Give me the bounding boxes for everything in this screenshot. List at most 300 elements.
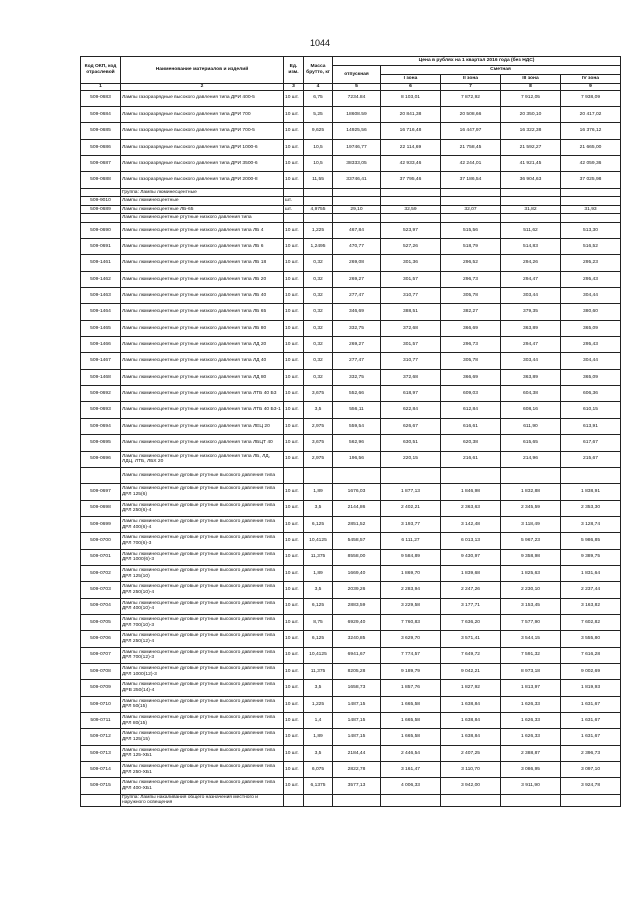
cell-code: 509-0689 xyxy=(81,205,121,214)
cell-zone2-price: 7 636,20 xyxy=(441,614,501,630)
cell-mass: 0,32 xyxy=(304,353,333,369)
cell-code: 509-0699 xyxy=(81,516,121,532)
cell-name: Лампы люминесцентные ЛБ-65 xyxy=(121,205,284,214)
cell-mass: 1,89 xyxy=(304,484,333,500)
cell-name: Лампы люминесцентные ртутные низкого давления типа ЛТБ 40 Б3 xyxy=(121,386,284,402)
cell-zone2-price: 1 846,98 xyxy=(441,484,501,500)
cell-code: 509-0685 xyxy=(81,123,121,139)
cell-mass: 6,1375 xyxy=(304,778,333,794)
table-body xyxy=(81,90,621,806)
table-row xyxy=(81,680,621,696)
cell-zone1-price: 372,68 xyxy=(381,320,441,336)
cell-zone2-price: 2 407,25 xyxy=(441,745,501,761)
cell-zone1-price: 8 103,01 xyxy=(381,90,441,106)
cell-zone1-price: 1 857,76 xyxy=(381,680,441,696)
table-row xyxy=(81,565,621,581)
column-numbers-row xyxy=(81,84,621,91)
cell-release-price: 196,56 xyxy=(333,451,381,467)
cell-zone3-price: 294,47 xyxy=(501,337,561,353)
header-zone1: I зона xyxy=(381,75,441,84)
cell-release-price: 18608.59 xyxy=(333,106,381,122)
table-row xyxy=(81,631,621,647)
cell-name: Лампы люминесцентные дуговые ртутные высокого давления типа ДРЛ 400-ХБ1 xyxy=(121,778,284,794)
cell-zone2-price: 1 827,92 xyxy=(441,680,501,696)
table-row xyxy=(81,435,621,451)
cell-name: Лампы газоразрядные высокого давления типа ДРИ 1000-6 xyxy=(121,139,284,155)
cell-zone2-price: 616,61 xyxy=(441,418,501,434)
table-row xyxy=(81,729,621,745)
cell-zone3-price: 3 153,45 xyxy=(501,598,561,614)
cell-code: 509-0715 xyxy=(81,778,121,794)
cell-zone1-price: 3 193,77 xyxy=(381,516,441,532)
cell-name: Лампы люминесцентные дуговые ртутные высокого давления типа ДРЛ 700(12)-3 xyxy=(121,647,284,663)
table-row xyxy=(81,369,621,385)
cell-release-price: 1669,40 xyxy=(333,565,381,581)
cell-release-price: 552,66 xyxy=(333,386,381,402)
cell-zone3-price: 7 591,32 xyxy=(501,647,561,663)
cell-zone1-price: 1 665,58 xyxy=(381,696,441,712)
cell-zone4-price: 1 631,67 xyxy=(561,713,621,729)
cell-name: Группа: Лампы накаливания общего назначения местного и наружного освещения xyxy=(121,794,284,806)
table-row xyxy=(81,500,621,516)
cell-name: Лампы газоразрядные высокого давления типа ДРИ 3500-6 xyxy=(121,156,284,172)
cell-name: Лампы люминесцентные ртутные низкого давления типа ЛБ 80 xyxy=(121,320,284,336)
cell-name: Лампы люминесцентные дуговые ртутные высокого давления типа ДРЛ 400(6)-4 xyxy=(121,516,284,532)
cell-zone3-price xyxy=(501,214,561,223)
cell-zone2-price: 9 430,97 xyxy=(441,549,501,565)
cell-code: 509-1468 xyxy=(81,369,121,385)
cell-unit: 10 шт. xyxy=(284,598,304,614)
cell-mass: 2,975 xyxy=(304,418,333,434)
cell-zone4-price: 513,30 xyxy=(561,222,621,238)
cell-mass: 0,32 xyxy=(304,320,333,336)
cell-name: Лампы люминесцентные дуговые ртутные высокого давления типа ДРЛ 250(12)-4 xyxy=(121,631,284,647)
cell-release-price: 1487,15 xyxy=(333,713,381,729)
cell-zone4-price: 31,93 xyxy=(561,205,621,214)
cell-zone1-price: 42 933,46 xyxy=(381,156,441,172)
cell-unit xyxy=(284,188,304,197)
cell-unit: 10 шт. xyxy=(284,762,304,778)
cell-zone1-price: 1 665,58 xyxy=(381,713,441,729)
cell-unit xyxy=(284,214,304,223)
cell-zone4-price: 7 616,28 xyxy=(561,647,621,663)
cell-zone3-price: 379,35 xyxy=(501,304,561,320)
cell-code: 509-1461 xyxy=(81,255,121,271)
cell-unit: 10 шт. xyxy=(284,745,304,761)
cell-unit: 10 шт. xyxy=(284,696,304,712)
cell-zone4-price: 5 986,85 xyxy=(561,533,621,549)
cell-code: 509-0708 xyxy=(81,663,121,679)
cell-code: 509-0709 xyxy=(81,680,121,696)
table-row xyxy=(81,271,621,287)
cell-zone3-price: 2 388,87 xyxy=(501,745,561,761)
cell-zone3-price: 1 626,33 xyxy=(501,729,561,745)
table-row xyxy=(81,614,621,630)
cell-release-price: 1658,73 xyxy=(333,680,381,696)
cell-zone1-price: 37 795,46 xyxy=(381,172,441,188)
cell-zone4-price: 295,43 xyxy=(561,337,621,353)
cell-zone3-price: 2 230,10 xyxy=(501,582,561,598)
cell-code: 509-0693 xyxy=(81,402,121,418)
table-row xyxy=(81,484,621,500)
cell-name: Лампы люминесцентные дуговые ртутные высокого давления типа ДРЛ 1000(12)-3 xyxy=(121,663,284,679)
cell-name: Лампы люминесцентные ртутные низкого давления типа ЛБ 40 xyxy=(121,288,284,304)
table-row xyxy=(81,533,621,549)
cell-release-price: 8558,00 xyxy=(333,549,381,565)
cell-unit: 10 шт. xyxy=(284,123,304,139)
cell-zone2-price: 1 638,84 xyxy=(441,713,501,729)
cell-zone2-price: 20 508,66 xyxy=(441,106,501,122)
cell-zone2-price: 42 244,01 xyxy=(441,156,501,172)
cell-release-price xyxy=(333,197,381,206)
cell-code: 509-1464 xyxy=(81,304,121,320)
cell-release-price: 38333,05 xyxy=(333,156,381,172)
cell-mass: 10,5 xyxy=(304,139,333,155)
cell-zone3-price: 3 118,49 xyxy=(501,516,561,532)
cell-name: Лампы люминесцентные ртутные низкого давления типа ЛБ 20 xyxy=(121,271,284,287)
cell-zone4-price: 215,67 xyxy=(561,451,621,467)
cell-zone1-price: 2 283,94 xyxy=(381,582,441,598)
cell-code: 509-1467 xyxy=(81,353,121,369)
cell-zone2-price: 32,07 xyxy=(441,205,501,214)
cell-mass: 5,25 xyxy=(304,106,333,122)
col-number: 8 xyxy=(501,84,561,91)
cell-zone3-price: 7 577,90 xyxy=(501,614,561,630)
cell-mass: 8,75 xyxy=(304,614,333,630)
cell-unit: 10 шт. xyxy=(284,631,304,647)
cell-zone4-price: 1 831,64 xyxy=(561,565,621,581)
cell-unit: 10 шт. xyxy=(284,451,304,467)
cell-code: 509-0683 xyxy=(81,90,121,106)
cell-unit xyxy=(284,794,304,806)
cell-release-price xyxy=(333,794,381,806)
cell-zone1-price: 2 446,54 xyxy=(381,745,441,761)
cell-zone2-price: 6 013,13 xyxy=(441,533,501,549)
cell-mass: 9,625 xyxy=(304,123,333,139)
cell-name: Лампы люминесцентные ртутные низкого давления типа ЛБЦТ 40 xyxy=(121,435,284,451)
cell-zone2-price xyxy=(441,467,501,483)
table-row xyxy=(81,139,621,155)
table-row xyxy=(81,745,621,761)
cell-zone2-price: 7 649,72 xyxy=(441,647,501,663)
table-row xyxy=(81,647,621,663)
cell-unit: 10 шт. xyxy=(284,663,304,679)
cell-mass: 0,32 xyxy=(304,271,333,287)
cell-zone4-price xyxy=(561,197,621,206)
cell-release-price: 5458,57 xyxy=(333,533,381,549)
cell-mass: 1,4 xyxy=(304,713,333,729)
cell-mass: 3,5 xyxy=(304,745,333,761)
cell-mass: 2,975 xyxy=(304,451,333,467)
cell-zone3-price: 1 825,63 xyxy=(501,565,561,581)
col-number: 9 xyxy=(561,84,621,91)
cell-zone2-price: 515,56 xyxy=(441,222,501,238)
cell-release-price: 2144,86 xyxy=(333,500,381,516)
cell-release-price: 556,11 xyxy=(333,402,381,418)
cell-unit: 10 шт. xyxy=(284,516,304,532)
cell-unit: 10 шт. xyxy=(284,386,304,402)
header-zone2: II зона xyxy=(441,75,501,84)
cell-unit: 10 шт. xyxy=(284,435,304,451)
cell-mass: 1,89 xyxy=(304,729,333,745)
cell-zone3-price: 1 626,33 xyxy=(501,696,561,712)
table-row xyxy=(81,762,621,778)
cell-zone3-price: 615,65 xyxy=(501,435,561,451)
cell-release-price: 7234.84 xyxy=(333,90,381,106)
cell-code: 509-0687 xyxy=(81,156,121,172)
cell-unit: шт. xyxy=(284,197,304,206)
cell-name: Лампы люминесцентные дуговые ртутные высокого давления типа ДРЛ 400(10)-4 xyxy=(121,598,284,614)
cell-zone1-price: 20 841,38 xyxy=(381,106,441,122)
cell-unit: 10 шт. xyxy=(284,549,304,565)
cell-unit: 10 шт. xyxy=(284,255,304,271)
cell-unit: 10 шт. xyxy=(284,500,304,516)
cell-zone4-price: 617,67 xyxy=(561,435,621,451)
cell-release-price xyxy=(333,214,381,223)
cell-code: 509-0692 xyxy=(81,386,121,402)
cell-mass xyxy=(304,214,333,223)
cell-name: Группа: Лампы люминесцентные xyxy=(121,188,284,197)
cell-release-price: 346,69 xyxy=(333,304,381,320)
cell-zone4-price: 304,44 xyxy=(561,288,621,304)
cell-code: 509-1466 xyxy=(81,337,121,353)
cell-release-price: 269,27 xyxy=(333,271,381,287)
cell-zone1-price: 626,67 xyxy=(381,418,441,434)
header-unit: Ед. изм. xyxy=(284,57,304,84)
cell-zone1-price: 301,57 xyxy=(381,271,441,287)
table-row xyxy=(81,106,621,122)
cell-zone1-price: 388,51 xyxy=(381,304,441,320)
cell-release-price: 3240,85 xyxy=(333,631,381,647)
table-row xyxy=(81,337,621,353)
cell-zone2-price: 3 110,70 xyxy=(441,762,501,778)
cell-zone2-price: 3 142,48 xyxy=(441,516,501,532)
cell-zone3-price: 604,38 xyxy=(501,386,561,402)
table-row xyxy=(81,353,621,369)
cell-mass: 3,5 xyxy=(304,680,333,696)
cell-release-price: 8205,28 xyxy=(333,663,381,679)
table-row xyxy=(81,123,621,139)
cell-release-price: 269,08 xyxy=(333,255,381,271)
cell-name: Лампы люминесцентные дуговые ртутные высокого давления типа xyxy=(121,467,284,483)
cell-zone1-price xyxy=(381,197,441,206)
cell-zone3-price: 31,82 xyxy=(501,205,561,214)
cell-zone1-price: 3 229,58 xyxy=(381,598,441,614)
cell-zone4-price: 3 555,80 xyxy=(561,631,621,647)
cell-release-price: 332,75 xyxy=(333,369,381,385)
cell-name: Лампы люминесцентные ртутные низкого давления типа ЛД 40 xyxy=(121,353,284,369)
cell-zone4-price: 16 376,12 xyxy=(561,123,621,139)
cell-code: 509-0698 xyxy=(81,500,121,516)
cell-release-price: 2851,52 xyxy=(333,516,381,532)
cell-mass: 3,5 xyxy=(304,500,333,516)
cell-name: Лампы люминесцентные дуговые ртутные высокого давления типа ДРЛ 125(15) xyxy=(121,729,284,745)
cell-mass: 10,4125 xyxy=(304,533,333,549)
cell-zone1-price: 301,57 xyxy=(381,337,441,353)
table-row xyxy=(81,467,621,483)
cell-zone3-price: 608,16 xyxy=(501,402,561,418)
cell-zone4-price: 610,15 xyxy=(561,402,621,418)
cell-zone3-price: 1 626,33 xyxy=(501,713,561,729)
cell-zone2-price: 3 942,00 xyxy=(441,778,501,794)
cell-zone4-price: 380,60 xyxy=(561,304,621,320)
cell-zone1-price: 32,59 xyxy=(381,205,441,214)
cell-unit: 10 шт. xyxy=(284,614,304,630)
cell-zone3-price: 8 973,18 xyxy=(501,663,561,679)
cell-zone3-price: 20 350,10 xyxy=(501,106,561,122)
cell-release-price: 2039,26 xyxy=(333,582,381,598)
cell-zone4-price: 9 002,69 xyxy=(561,663,621,679)
cell-mass xyxy=(304,794,333,806)
cell-zone2-price: 1 638,84 xyxy=(441,729,501,745)
cell-zone2-price: 305,78 xyxy=(441,288,501,304)
cell-name: Лампы люминесцентные xyxy=(121,197,284,206)
cell-zone2-price: 2 363,63 xyxy=(441,500,501,516)
cell-zone1-price: 4 006,33 xyxy=(381,778,441,794)
cell-zone2-price: 366,69 xyxy=(441,369,501,385)
cell-zone3-price: 294,47 xyxy=(501,271,561,287)
cell-mass: 11,375 xyxy=(304,663,333,679)
col-number: 2 xyxy=(121,84,284,91)
cell-mass: 11,375 xyxy=(304,549,333,565)
cell-zone2-price: 609,03 xyxy=(441,386,501,402)
table-row xyxy=(81,386,621,402)
cell-zone2-price: 3 571,41 xyxy=(441,631,501,647)
cell-release-price: 2822,78 xyxy=(333,762,381,778)
cell-zone4-price: 2 353,30 xyxy=(561,500,621,516)
cell-zone3-price xyxy=(501,467,561,483)
cell-unit: 10 шт. xyxy=(284,222,304,238)
table-row xyxy=(81,516,621,532)
cell-zone4-price: 365,09 xyxy=(561,320,621,336)
cell-code: 509-0695 xyxy=(81,435,121,451)
table-row xyxy=(81,663,621,679)
cell-zone4-price: 3 097,10 xyxy=(561,762,621,778)
cell-mass: 1,2495 xyxy=(304,239,333,255)
cell-zone1-price: 3 629,70 xyxy=(381,631,441,647)
cell-zone2-price xyxy=(441,188,501,197)
cell-zone4-price: 516,52 xyxy=(561,239,621,255)
cell-zone2-price xyxy=(441,214,501,223)
cell-name: Лампы люминесцентные дуговые ртутные высокого давления типа ДРЛ 700(6)-3 xyxy=(121,533,284,549)
cell-zone1-price: 6 111,27 xyxy=(381,533,441,549)
cell-name: Лампы люминесцентные дуговые ртутные высокого давления типа ДРЛ 50(15) xyxy=(121,696,284,712)
cell-zone3-price: 611,90 xyxy=(501,418,561,434)
cell-release-price xyxy=(333,467,381,483)
cell-zone4-price xyxy=(561,467,621,483)
cell-release-price: 277,47 xyxy=(333,353,381,369)
cell-zone4-price: 295,23 xyxy=(561,255,621,271)
cell-zone1-price: 622,84 xyxy=(381,402,441,418)
cell-zone1-price xyxy=(381,188,441,197)
cell-release-price: 559,54 xyxy=(333,418,381,434)
cell-code: 509-9010 xyxy=(81,197,121,206)
table-row xyxy=(81,214,621,223)
cell-mass: 3,5 xyxy=(304,582,333,598)
cell-unit: 10 шт. xyxy=(284,353,304,369)
cell-zone1-price: 22 114,69 xyxy=(381,139,441,155)
cell-code xyxy=(81,467,121,483)
cell-name: Лампы люминесцентные дуговые ртутные высокого давления типа ДРЛ 80(15) xyxy=(121,713,284,729)
cell-release-price: 467,84 xyxy=(333,222,381,238)
cell-zone4-price: 20 417,02 xyxy=(561,106,621,122)
cell-zone3-price: 7 912,05 xyxy=(501,90,561,106)
header-release: отпускная xyxy=(333,66,381,84)
cell-unit: шт. xyxy=(284,205,304,214)
cell-zone3-price: 36 904,63 xyxy=(501,172,561,188)
cell-zone2-price: 1 839,68 xyxy=(441,565,501,581)
cell-code: 509-0697 xyxy=(81,484,121,500)
table-row xyxy=(81,222,621,238)
header-estimate: Сметная xyxy=(381,66,621,75)
cell-zone3-price: 5 967,23 xyxy=(501,533,561,549)
cell-mass: 3,675 xyxy=(304,386,333,402)
table-row xyxy=(81,172,621,188)
cell-code: 509-0703 xyxy=(81,582,121,598)
cell-name: Лампы люминесцентные дуговые ртутные высокого давления типа ДРЛ 125(6) xyxy=(121,484,284,500)
cell-zone1-price: 16 716,48 xyxy=(381,123,441,139)
header-name: Наименование материалов и изделий xyxy=(121,57,284,84)
cell-mass: 6,075 xyxy=(304,762,333,778)
col-number: 7 xyxy=(441,84,501,91)
col-number: 3 xyxy=(284,84,304,91)
cell-unit: 10 шт. xyxy=(284,288,304,304)
cell-unit: 10 шт. xyxy=(284,239,304,255)
table-row xyxy=(81,418,621,434)
cell-unit: 10 шт. xyxy=(284,418,304,434)
cell-zone4-price: 9 389,75 xyxy=(561,549,621,565)
cell-name: Лампы газоразрядные высокого давления типа ДРИ 400-5 xyxy=(121,90,284,106)
cell-zone1-price: 1 869,70 xyxy=(381,565,441,581)
cell-zone3-price: 303,44 xyxy=(501,353,561,369)
cell-mass: 10,5 xyxy=(304,156,333,172)
cell-code: 509-0711 xyxy=(81,713,121,729)
cell-release-price: 33746,41 xyxy=(333,172,381,188)
table-row xyxy=(81,288,621,304)
cell-zone2-price xyxy=(441,794,501,806)
cell-zone3-price: 1 813,97 xyxy=(501,680,561,696)
cell-zone4-price: 2 237,44 xyxy=(561,582,621,598)
cell-name: Лампы люминесцентные ртутные низкого давления типа ЛБ 65 xyxy=(121,304,284,320)
cell-zone3-price xyxy=(501,794,561,806)
cell-unit: 10 шт. xyxy=(284,729,304,745)
cell-release-price: 14925,56 xyxy=(333,123,381,139)
cell-mass: 6,125 xyxy=(304,516,333,532)
cell-code: 509-1462 xyxy=(81,271,121,287)
cell-code: 509-0710 xyxy=(81,696,121,712)
cell-mass: 1,225 xyxy=(304,696,333,712)
cell-zone1-price: 372,68 xyxy=(381,369,441,385)
cell-mass: 1,225 xyxy=(304,222,333,238)
cell-zone4-price: 295,43 xyxy=(561,271,621,287)
cell-zone3-price: 3 086,95 xyxy=(501,762,561,778)
cell-zone3-price: 363,89 xyxy=(501,369,561,385)
cell-unit: 10 шт. xyxy=(284,369,304,385)
cell-mass: 6,125 xyxy=(304,598,333,614)
cell-zone4-price: 606,36 xyxy=(561,386,621,402)
table-row xyxy=(81,582,621,598)
group-row xyxy=(81,794,621,806)
cell-zone3-price: 363,89 xyxy=(501,320,561,336)
cell-zone2-price: 16 447,97 xyxy=(441,123,501,139)
cell-unit: 10 шт. xyxy=(284,320,304,336)
cell-name: Лампы люминесцентные дуговые ртутные высокого давления типа ДРЛ 1000(6)-3 xyxy=(121,549,284,565)
table-row xyxy=(81,713,621,729)
cell-mass xyxy=(304,188,333,197)
cell-mass: 3,5 xyxy=(304,402,333,418)
cell-zone4-price: 7 602,82 xyxy=(561,614,621,630)
table-row xyxy=(81,90,621,106)
